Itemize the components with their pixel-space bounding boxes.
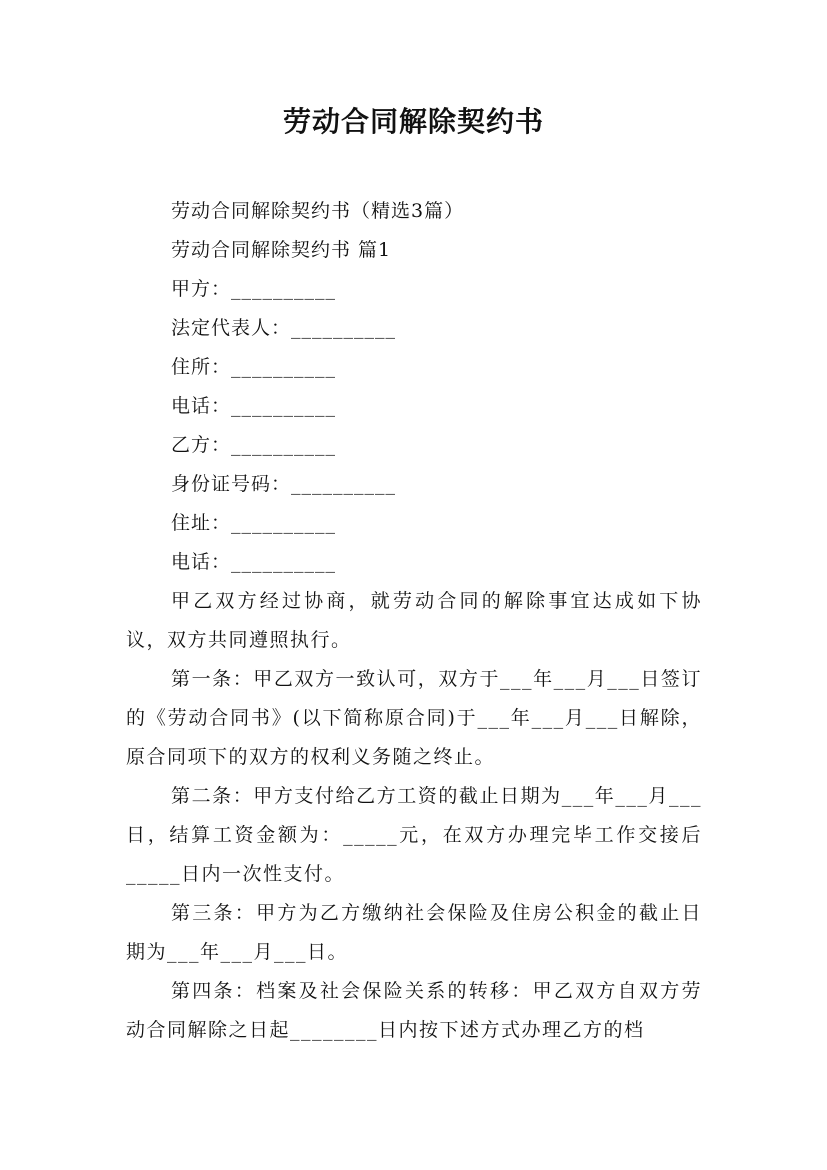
field-phone-a: 电话：__________	[171, 395, 337, 417]
field-party-b: 乙方：__________	[171, 434, 337, 456]
field-address: 住址：__________	[171, 512, 337, 534]
paragraph-article-3: 第三条：甲方为乙方缴纳社会保险及住房公积金的截止日期为___年___月___日。	[126, 902, 702, 963]
paragraph-article-4: 第四条：档案及社会保险关系的转移：甲乙双方自双方劳动合同解除之日起________日内按下述方式办理乙方的档	[126, 980, 702, 1041]
document-title: 劳动合同解除契约书	[282, 105, 544, 138]
document-subtitle: 劳动合同解除契约书（精选3篇）	[171, 200, 465, 222]
field-id-number: 身份证号码：__________	[171, 473, 397, 495]
paragraph-article-2: 第二条：甲方支付给乙方工资的截止日期为___年___月___日，结算工资金额为：_____元，在双方办理完毕工作交接后_____日内一次性支付。	[126, 785, 702, 885]
section-heading: 劳动合同解除契约书 篇1	[171, 239, 392, 261]
field-legal-representative: 法定代表人：__________	[171, 317, 397, 339]
field-residence: 住所：__________	[171, 356, 337, 378]
paragraph-intro: 甲乙双方经过协商，就劳动合同的解除事宜达成如下协议，双方共同遵照执行。	[126, 590, 702, 651]
field-party-a: 甲方：__________	[171, 278, 337, 300]
paragraph-article-1: 第一条：甲乙双方一致认可，双方于___年___月___日签订的《劳动合同书》(以下简称原合同)于___年___月___日解除，原合同项下的双方的权利义务随之终止。	[126, 668, 702, 768]
field-phone-b: 电话：__________	[171, 551, 337, 573]
